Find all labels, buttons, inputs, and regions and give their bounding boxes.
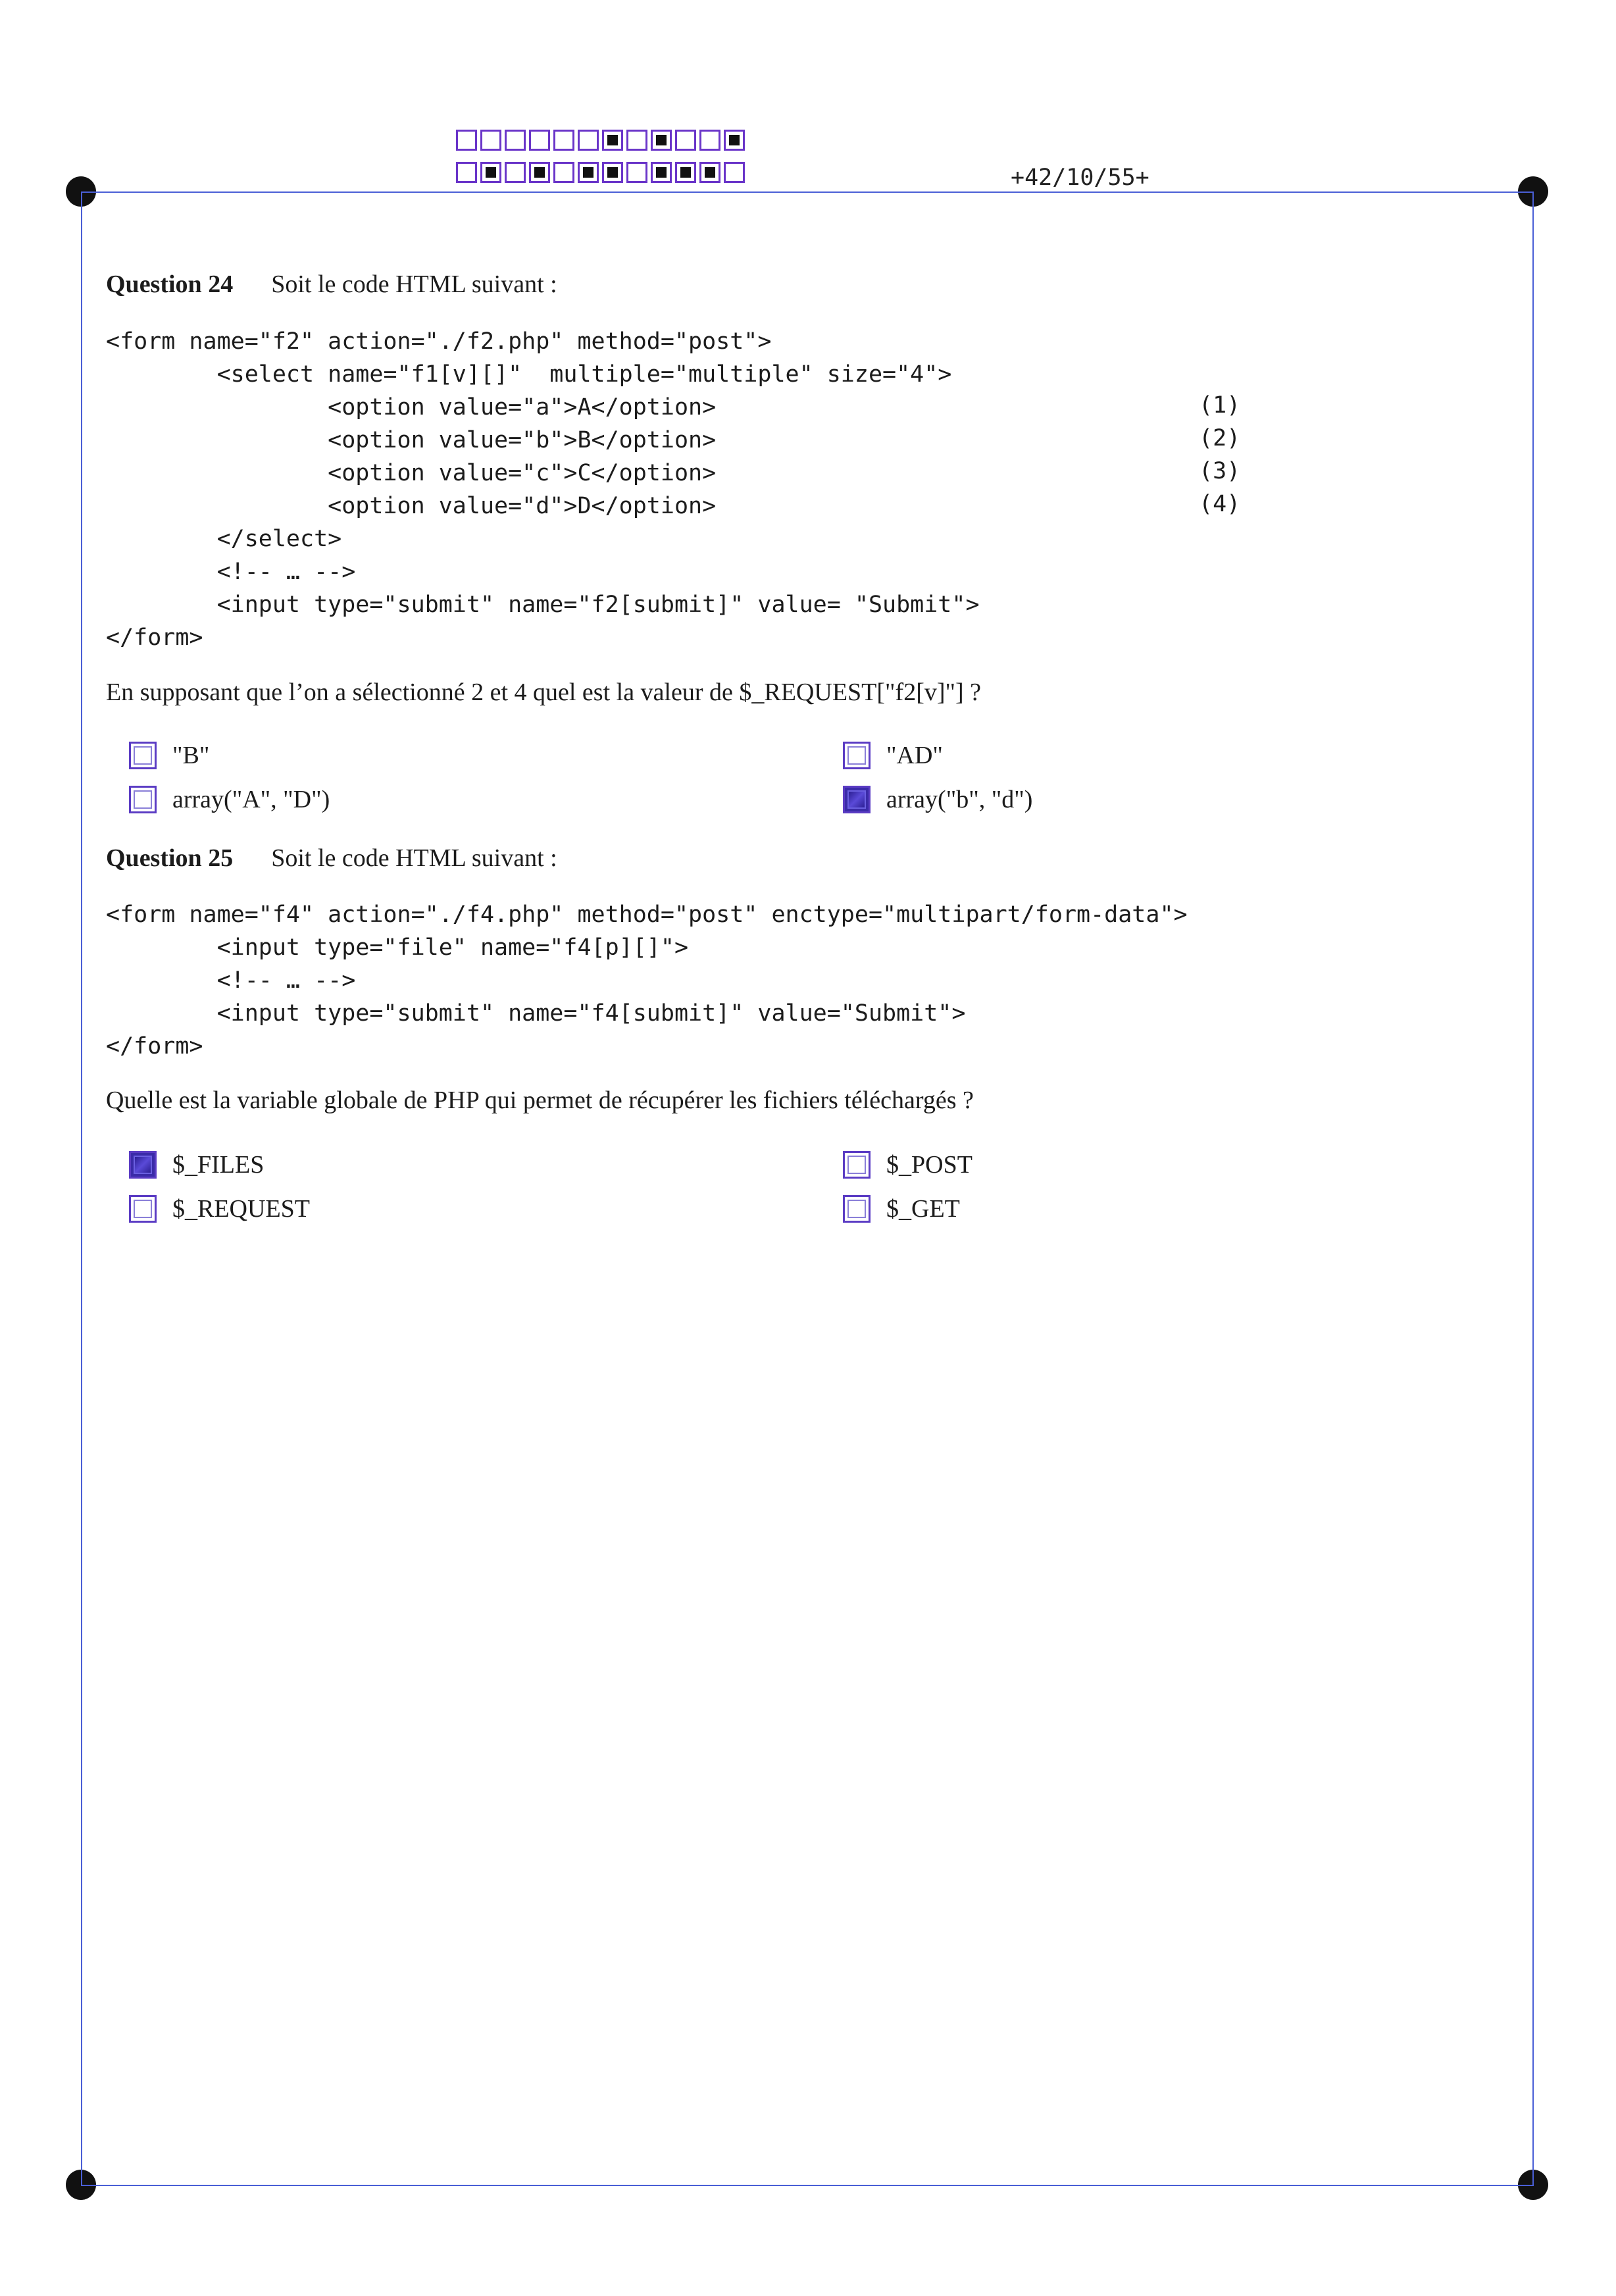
- question-25-code: [106, 898, 1188, 1063]
- answer-checkbox[interactable]: [129, 742, 157, 769]
- answer-checkbox[interactable]: [129, 786, 157, 813]
- answer-label: array("b", "d"): [886, 786, 1033, 813]
- barcode-cell-filled: [651, 130, 672, 151]
- question-number: Question 24: [106, 270, 234, 298]
- barcode-cell-filled: [675, 162, 696, 183]
- answer-checkbox[interactable]: [129, 1195, 157, 1223]
- answer-checkbox[interactable]: [843, 1151, 871, 1179]
- question-24-code: [106, 325, 980, 654]
- answer-checkbox-checked[interactable]: [843, 786, 871, 813]
- question-number: Question 25: [106, 844, 234, 872]
- barcode-cell: [505, 162, 526, 183]
- barcode-cell: [626, 162, 647, 183]
- code-line: </form>: [106, 1033, 203, 1059]
- code-line: </select>: [216, 526, 342, 552]
- code-line: <input type="submit" name="f2[submit]" value= "Submit">: [216, 592, 980, 618]
- code-line: <form name="f4" action="./f4.php" method="post" enctype="multipart/form-data">: [106, 902, 1188, 928]
- code-line: <option value="b">B</option>: [328, 427, 717, 453]
- answer-checkbox-checked[interactable]: [129, 1151, 157, 1179]
- code-line: <option value="d">D</option>: [328, 493, 717, 519]
- barcode-cell-filled: [602, 130, 623, 151]
- answer-option[interactable]: [843, 785, 1032, 814]
- answer-checkbox[interactable]: [843, 1195, 871, 1223]
- barcode-cell: [480, 130, 501, 151]
- question-25-header: [106, 844, 557, 873]
- answer-label: "AD": [886, 742, 943, 769]
- answer-option[interactable]: [129, 1194, 310, 1223]
- barcode-cell: [456, 130, 477, 151]
- code-line: <input type="file" name="f4[p][]">: [216, 934, 689, 961]
- barcode-row-2: [456, 162, 748, 183]
- answer-label: $_REQUEST: [172, 1195, 310, 1223]
- answer-option[interactable]: [129, 1150, 264, 1179]
- barcode-cell-filled: [578, 162, 599, 183]
- frame-top: [81, 191, 1534, 193]
- question-intro: Soit le code HTML suivant :: [271, 844, 557, 872]
- code-line: <!-- … -->: [216, 967, 356, 994]
- barcode-cell: [505, 130, 526, 151]
- answer-option[interactable]: [129, 741, 209, 770]
- barcode-cell: [578, 130, 599, 151]
- frame-bottom: [81, 2185, 1534, 2186]
- option-numbers: [1199, 389, 1240, 521]
- barcode-cell: [529, 130, 550, 151]
- question-25-prompt: Quelle est la variable globale de PHP qui permet de récupérer les fichiers téléchargés ?: [106, 1086, 974, 1114]
- code-line: <option value="c">C</option>: [328, 460, 717, 486]
- barcode-cell: [699, 130, 720, 151]
- barcode-row-1: [456, 130, 748, 151]
- code-line: <form name="f2" action="./f2.php" method="post">: [106, 328, 772, 355]
- barcode-cell: [724, 162, 745, 183]
- barcode-cell-filled: [724, 130, 745, 151]
- answer-checkbox[interactable]: [843, 742, 871, 769]
- option-number: (2): [1199, 425, 1241, 451]
- barcode-cell: [675, 130, 696, 151]
- barcode-cell-filled: [602, 162, 623, 183]
- frame-left: [81, 191, 82, 2185]
- answer-label: "B": [172, 742, 210, 769]
- barcode-cell: [456, 162, 477, 183]
- answer-label: $_FILES: [172, 1151, 265, 1179]
- barcode-cell: [553, 130, 574, 151]
- answer-option[interactable]: [843, 1194, 960, 1223]
- option-number: (1): [1199, 392, 1241, 419]
- barcode-cell-filled: [699, 162, 720, 183]
- barcode-cell: [626, 130, 647, 151]
- question-24-header: [106, 270, 557, 299]
- barcode-cell-filled: [651, 162, 672, 183]
- answer-label: array("A", "D"): [172, 786, 330, 813]
- barcode-cell-filled: [480, 162, 501, 183]
- answer-option[interactable]: [843, 1150, 972, 1179]
- option-number: (3): [1199, 458, 1241, 484]
- option-number: (4): [1199, 491, 1241, 517]
- question-24-prompt: En supposant que l’on a sélectionné 2 et 4 quel est la valeur de $_REQUEST["f2[v]"] ?: [106, 678, 982, 706]
- code-line: <input type="submit" name="f4[submit]" value="Submit">: [216, 1000, 966, 1027]
- answer-label: $_POST: [886, 1151, 972, 1179]
- code-line: </form>: [106, 625, 203, 651]
- answer-label: $_GET: [886, 1195, 960, 1223]
- barcode-cell-filled: [529, 162, 550, 183]
- page-id: +42/10/55+: [1011, 165, 1149, 191]
- answer-option[interactable]: [129, 785, 330, 814]
- code-line: <select name="f1[v][]" multiple="multiple" size="4">: [216, 361, 952, 388]
- code-line: <!-- … -->: [216, 559, 356, 585]
- barcode-cell: [553, 162, 574, 183]
- frame-right: [1532, 191, 1534, 2185]
- answer-option[interactable]: [843, 741, 943, 770]
- code-line: <option value="a">A</option>: [328, 394, 717, 421]
- question-intro: Soit le code HTML suivant :: [271, 270, 557, 298]
